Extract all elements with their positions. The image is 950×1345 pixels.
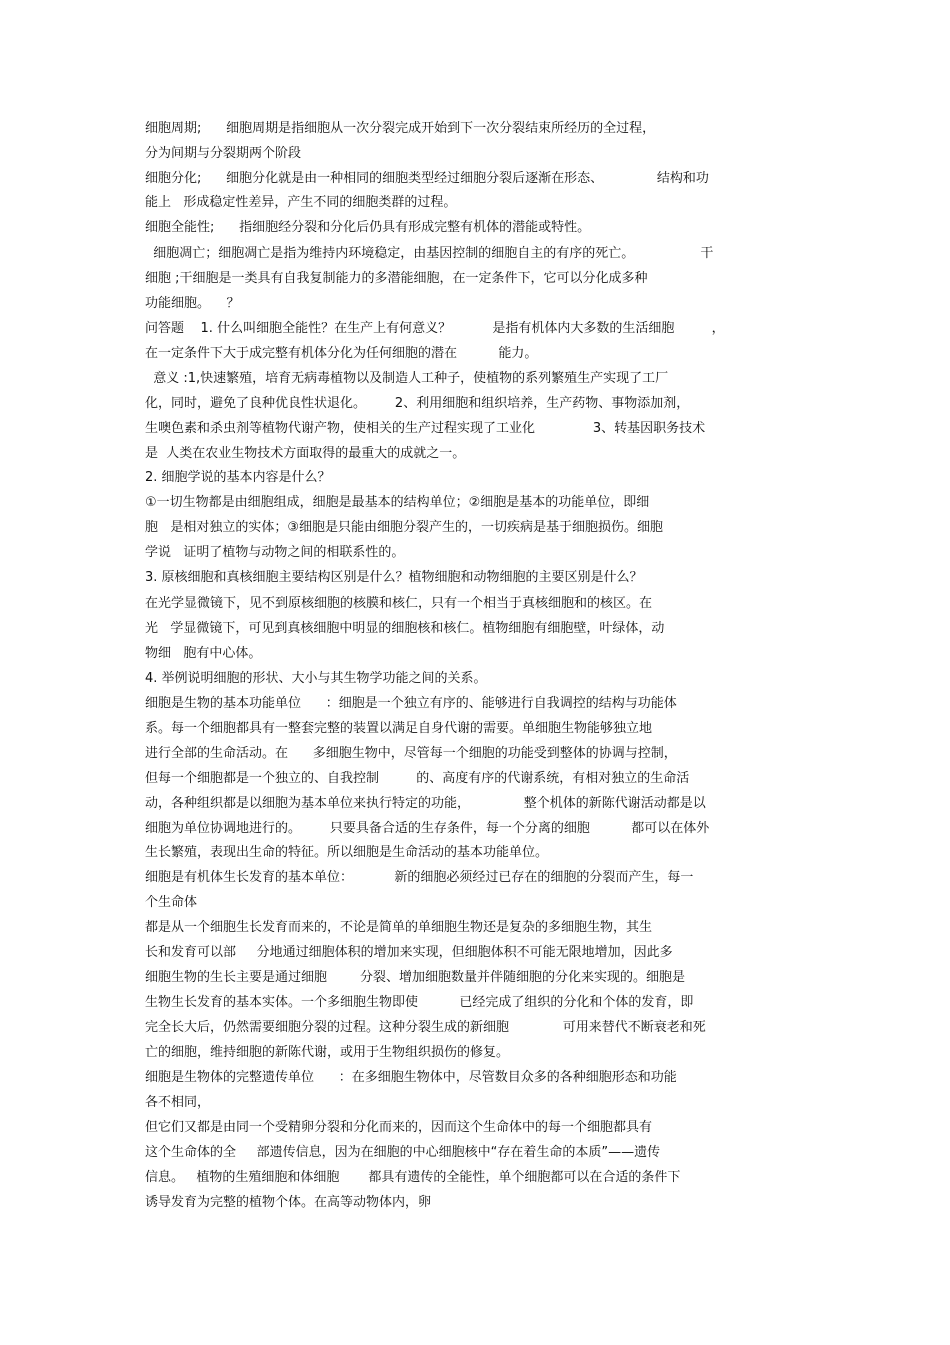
text-line: 细胞全能性; 指细胞经分裂和分化后仍具有形成完整有机体的潜能或特性。: [145, 220, 591, 235]
text-line: 这个生命体的全 部遗传信息，因为在细胞的中心细胞核中“存在着生命的本质”——遗传: [145, 1145, 661, 1160]
text-line: 4. 举例说明细胞的形状、大小与其生物学功能之间的关系。: [145, 671, 487, 686]
text-line: 但每一个细胞都是一个独立的、自我控制 的、高度有序的代谢系统，有相对独立的生命活: [145, 771, 690, 786]
text-line: 是 人类在农业生物技术方面取得的最重大的成就之一。: [145, 446, 466, 461]
text-line: 2. 细胞学说的基本内容是什么？: [145, 470, 331, 485]
text-line: 生物生长发育的基本实体。一个多细胞生物即使 已经完成了组织的分化和个体的发育，即: [145, 995, 694, 1010]
text-line: 胞 是相对独立的实体；③细胞是只能由细胞分裂产生的，一切疾病是基于细胞损伤。细胞: [145, 520, 664, 535]
text-line: 3. 原核细胞和真核细胞主要结构区别是什么？植物细胞和动物细胞的主要区别是什么？: [145, 570, 643, 585]
text-line: 物细 胞有中心体。: [145, 646, 262, 661]
text-line: 细胞是生物体的完整遗传单位 ：在多细胞生物体中，尽管数目众多的各种细胞形态和功能: [145, 1070, 677, 1085]
text-line: 学说 证明了植物与动物之间的相联系性的。: [145, 545, 405, 560]
text-line: 进行全部的生命活动。在 多细胞生物中，尽管每一个细胞的功能受到整体的协调与控制，: [145, 746, 677, 761]
text-line: 细胞生物的生长主要是通过细胞 分裂、增加细胞数量并伴随细胞的分化来实现的。细胞是: [145, 970, 686, 985]
text-line: 功能细胞。 ？: [145, 296, 240, 311]
text-line: 亡的细胞，维持细胞的新陈代谢，或用于生物组织损伤的修复。: [145, 1045, 510, 1060]
text-line: 完全长大后，仍然需要细胞分裂的过程。这种分裂生成的新细胞 可用来替代不断衰老和死: [145, 1020, 706, 1035]
text-line: 长和发育可以部 分地通过细胞体积的增加来实现，但细胞体积不可能无限地增加，因此多: [145, 945, 673, 960]
text-line: 分为间期与分裂期两个阶段: [145, 146, 302, 161]
text-line: 问答题 1. 什么叫细胞全能性？在生产上有何意义？ 是指有机体内大多数的生活细胞 ，: [145, 321, 725, 336]
text-line: 但它们又都是由同一个受精卵分裂和分化而来的，因而这个生命体中的每一个细胞都具有: [145, 1120, 653, 1135]
text-line: 细胞周期; 细胞周期是指细胞从一次分裂完成开始到下一次分裂结束所经历的全过程，: [145, 121, 656, 136]
text-line: 细胞 ;干细胞是一类具有自我复制能力的多潜能细胞，在一定条件下，它可以分化成多种: [145, 271, 648, 286]
text-line: 生噢色素和杀虫剂等植物代谢产物，使相关的生产过程实现了工业化 3、转基因职务技术: [145, 421, 706, 436]
text-line: 个生命体: [145, 895, 198, 910]
text-line: 各不相同，: [145, 1095, 211, 1110]
text-line: 细胞为单位协调地进行的。 只要具备合适的生存条件，每一个分离的细胞 都可以在体外: [145, 821, 710, 836]
text-line: 生长繁殖，表现出生命的特征。所以细胞是生命活动的基本功能单位。: [145, 845, 549, 860]
text-line: 动，各种组织都是以细胞为基本单位来执行特定的功能， 整个机体的新陈代谢活动都是以: [145, 796, 706, 811]
text-line: 诱导发育为完整的植物个体。在高等动物体内，卵: [145, 1195, 432, 1210]
text-line: 能上 形成稳定性差异，产生不同的细胞类群的过程。: [145, 195, 457, 210]
text-line: 在一定条件下大于成完整有机体分化为任何细胞的潜在 能力。: [145, 346, 538, 361]
text-line: 在光学显微镜下，见不到原核细胞的核膜和核仁，只有一个相当于真核细胞和的核区。在: [145, 596, 653, 611]
text-line: 细胞分化; 细胞分化就是由一种相同的细胞类型经过细胞分裂后逐渐在形态、 结构和功: [145, 171, 709, 186]
text-line: ①一切生物都是由细胞组成，细胞是最基本的结构单位；②细胞是基本的功能单位，即细: [145, 495, 650, 510]
text-line: 细胞是生物的基本功能单位 ：细胞是一个独立有序的、能够进行自我调控的结构与功能体: [145, 696, 677, 711]
text-line: 信息。 植物的生殖细胞和体细胞 都具有遗传的全能性，单个细胞都可以在合适的条件下: [145, 1170, 681, 1185]
text-line: 细胞凋亡；细胞凋亡是指为维持内环境稳定，由基因控制的细胞自主的有序的死亡。 干: [145, 246, 714, 261]
text-line: 都是从一个细胞生长发育而来的，不论是简单的单细胞生物还是复杂的多细胞生物，其生: [145, 920, 653, 935]
text-line: 化，同时，避免了良种优良性状退化。 2、利用细胞和组织培养，生产药物、事物添加剂，: [145, 396, 690, 411]
text-line: 意义 :1,快速繁殖，培育无病毒植物以及制造人工种子，使植物的系列繁殖生产实现了工厂: [145, 371, 669, 386]
text-line: 系。每一个细胞都具有一整套完整的装置以满足自身代谢的需要。单细胞生物能够独立地: [145, 721, 653, 736]
text-line: 光 学显微镜下，可见到真核细胞中明显的细胞核和核仁。植物细胞有细胞壁，叶绿体，动: [145, 621, 665, 636]
text-line: 细胞是有机体生长发育的基本单位： 新的细胞必须经过已存在的细胞的分裂而产生，每一: [145, 870, 694, 885]
